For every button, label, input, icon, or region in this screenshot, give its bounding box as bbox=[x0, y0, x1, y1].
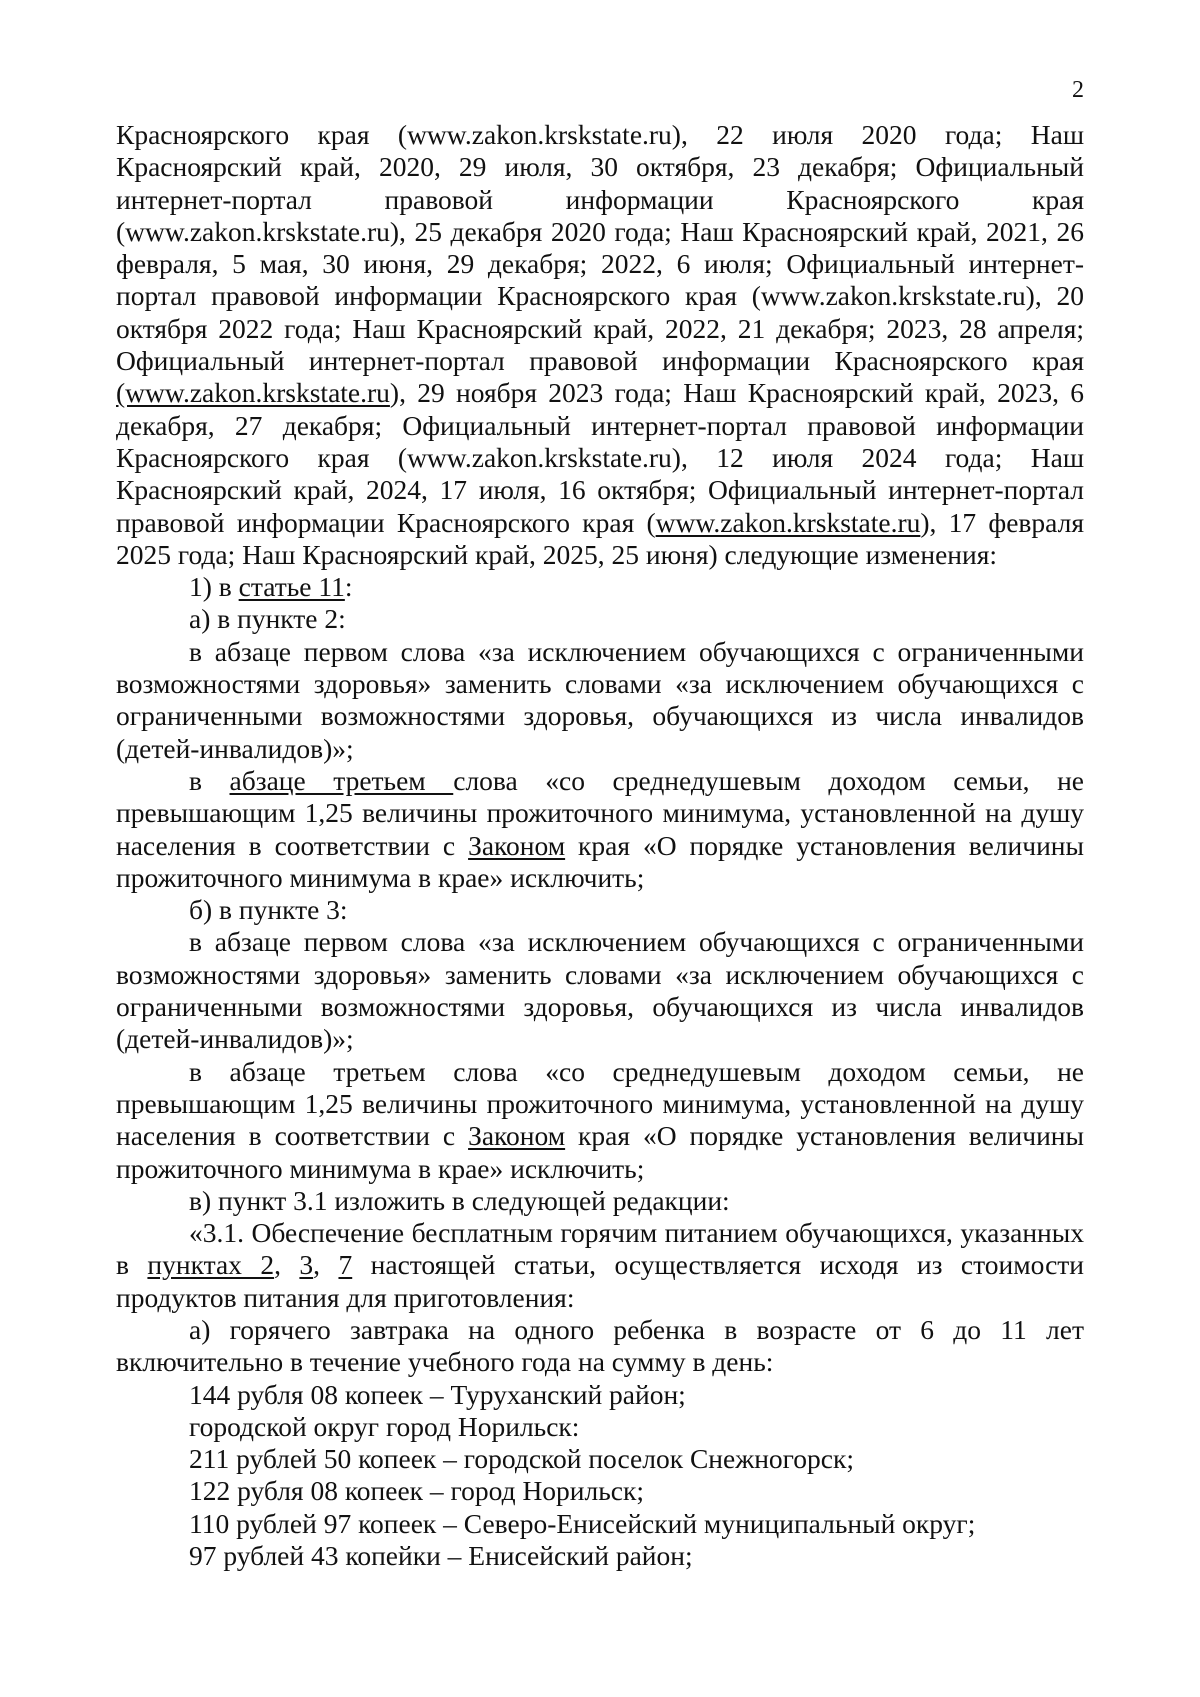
item-1 bbox=[116, 571, 1084, 603]
paragraph-3-1-suffix: настоящей статьи, осуществляется исходя из стоимости продуктов питания для приготовления: bbox=[116, 1249, 1085, 1313]
price-line: 122 рубля 08 копеек – город Норильск; bbox=[189, 1475, 644, 1507]
intro-text-1: Красноярского края (www.zakon.krskstate.ru), 22 июля 2020 года; Наш Красноярский край, 2020, 29 июля, 30 октября, 23 декабря; Официальный интернет-портал правовой информации Красноярского края (www.zakon.krskstate.ru), 25 декабря 2020 года; Наш Красноярский край, 2021, 26 февраля, 5 мая, 30 июня, 29 декабря; 2022, 6 июля; Официальный интернет-портал правовой информации Красноярского края (www.zakon.krskstate.ru), 20 октября 2022 года; Наш Красноярский край, 2022, 21 декабря; 2023, 28 апреля; Официальный интернет-портал правовой информации Красноярского края bbox=[116, 119, 1084, 377]
link-law-2[interactable]: Законом bbox=[468, 1120, 566, 1152]
page-number: 2 bbox=[1072, 77, 1084, 103]
intro-paragraph bbox=[116, 119, 1084, 571]
intro-text-3: ), 17 февраля 2025 года; Наш Красноярский край, 2025, 25 июня) следующие изменения: bbox=[116, 506, 1084, 570]
price-line: городской округ город Норильск: bbox=[189, 1410, 580, 1442]
link-point-7[interactable]: 7 bbox=[338, 1249, 353, 1281]
separator-1: , bbox=[274, 1249, 300, 1281]
paragraph-a-third-mid: слова «со среднедушевым доходом семьи, не превышающим 1,25 величины прожиточного минимума, установленной на душу населения в соответствии с bbox=[116, 764, 1084, 861]
link-third-paragraph[interactable]: абзаце третьем bbox=[229, 764, 454, 796]
paragraph-a-first: в абзаце первом слова «за исключением обучающихся с ограниченными возможностями здоровья» заменить словами «за исключением обучающихся с ограниченными возможностями здоровья, обучающихся из числа инвалидов (детей-инвалидов)»; bbox=[116, 635, 1084, 764]
link-points-2[interactable]: пунктах 2 bbox=[147, 1249, 275, 1281]
intro-text-2: ), 29 ноября 2023 года; Наш Красноярский край, 2023, 6 декабря, 27 декабря; Официальный интернет-портал правовой информации Красноярского края (www.zakon.krskstate.ru), 12 июля 2024 года; Наш Красноярский край, 2024, 17 июля, 16 октября; Официальный интернет-портал правовой информации Красноярского края ( bbox=[116, 377, 1084, 538]
price-line: 110 рублей 97 копеек – Северо-Енисейский муниципальный округ; bbox=[189, 1507, 976, 1539]
item-1-prefix: 1) в bbox=[189, 571, 239, 603]
paragraph-a-third-prefix: в bbox=[189, 764, 230, 796]
link-article-11[interactable]: статье 11 bbox=[238, 571, 345, 603]
paragraph-b-third bbox=[116, 1056, 1084, 1185]
paragraph-a-third bbox=[116, 765, 1084, 894]
document-body bbox=[116, 119, 1084, 1572]
price-line: 144 рубля 08 копеек – Туруханский район; bbox=[189, 1378, 686, 1410]
link-zakon-portal-2[interactable]: www.zakon.krskstate.ru bbox=[655, 506, 921, 538]
paragraph-breakfast: а) горячего завтрака на одного ребенка в возрасте от 6 до 11 лет включительно в течение учебного года на сумму в день: bbox=[116, 1313, 1084, 1378]
item-a: а) в пункте 2: bbox=[189, 603, 346, 635]
price-line: 211 рублей 50 копеек – городской поселок Снежногорск; bbox=[189, 1443, 854, 1475]
paragraph-b-first: в абзаце первом слова «за исключением обучающихся с ограниченными возможностями здоровья» заменить словами «за исключением обучающихся с ограниченными возможностями здоровья, обучающихся из числа инвалидов (детей-инвалидов)»; bbox=[116, 926, 1084, 1055]
item-1-suffix: : bbox=[344, 571, 353, 603]
paragraph-3-1 bbox=[116, 1217, 1084, 1314]
paragraph-a-third-suffix: края «О порядке установления величины прожиточного минимума в крае» исключить; bbox=[116, 829, 1084, 893]
item-v: в) пункт 3.1 изложить в следующей редакции: bbox=[189, 1184, 730, 1216]
separator-2: , bbox=[313, 1249, 339, 1281]
link-point-3[interactable]: 3 bbox=[299, 1249, 314, 1281]
paragraph-3-1-prefix: «3.1. Обеспечение бесплатным горячим питанием обучающихся, указанных в bbox=[116, 1217, 1084, 1281]
price-line: 97 рублей 43 копейки – Енисейский район; bbox=[189, 1540, 693, 1572]
paragraph-b-third-suffix: края «О порядке установления величины прожиточного минимума в крае» исключить; bbox=[116, 1120, 1084, 1184]
link-law-1[interactable]: Законом bbox=[468, 829, 566, 861]
link-zakon-portal-1[interactable]: (www.zakon.krskstate.ru bbox=[116, 377, 390, 409]
item-b: б) в пункте 3: bbox=[189, 894, 348, 926]
paragraph-b-third-prefix: в абзаце третьем слова «со среднедушевым доходом семьи, не превышающим 1,25 величины прожиточного минимума, установленной на душу населения в соответствии с bbox=[116, 1055, 1084, 1152]
